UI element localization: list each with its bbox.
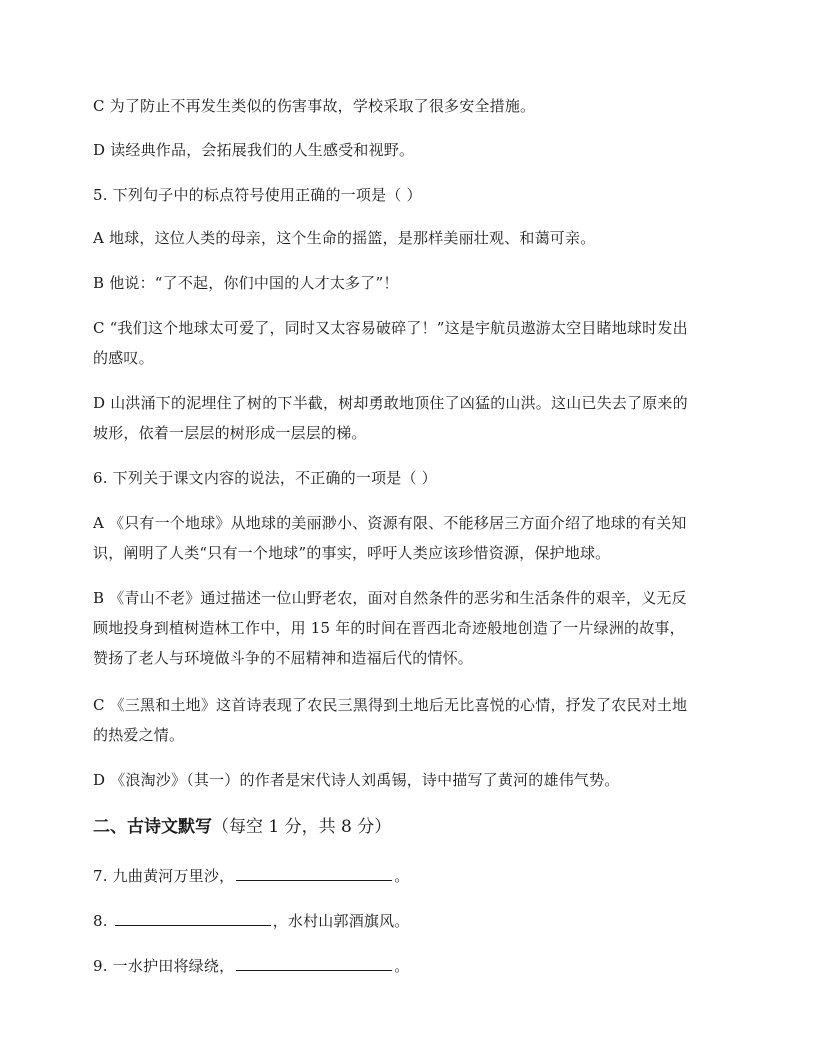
q6-option-a-line1: A 《只有一个地球》从地球的美丽渺小、资源有限、不能移居三方面介绍了地球的有关知 — [93, 514, 687, 532]
q9-text-after: 。 — [394, 957, 410, 975]
q6-option-b-line3: 赞扬了老人与环境做斗争的不屈精神和造福后代的情怀。 — [93, 649, 474, 667]
q8-answer-blank[interactable] — [115, 910, 271, 926]
q8-line — [93, 910, 410, 931]
q6-stem: 6. 下列关于课文内容的说法，不正确的一项是（ ） — [93, 469, 437, 487]
q5-option-c-line1: C “我们这个地球太可爱了，同时又太容易破碎了！”这是宇航员遨游太空目睹地球时发出 — [93, 319, 688, 337]
q7-text-after: 。 — [394, 867, 410, 885]
q7-answer-blank[interactable] — [236, 865, 392, 881]
q8-text-before: 8. — [93, 912, 113, 930]
q6-option-c-line2: 的热爱之情。 — [93, 726, 185, 744]
q6-option-c-line1: C 《三黑和土地》这首诗表现了农民三黑得到土地后无比喜悦的心情，抒发了农民对土地 — [93, 696, 688, 714]
q6-option-b-line2: 顾地投身到植树造林工作中，用 15 年的时间在晋西北奇迹般地创造了一片绿洲的故事， — [93, 619, 685, 637]
section-title: 二、古诗文默写 — [93, 817, 212, 837]
q6-option-d: D 《浪淘沙》（其一）的作者是宋代诗人刘禹锡，诗中描写了黄河的雄伟气势。 — [93, 771, 620, 789]
q9-answer-blank[interactable] — [236, 955, 392, 971]
q6-option-a-line2: 识，阐明了人类“只有一个地球”的事实，呼吁人类应该珍惜资源，保护地球。 — [93, 544, 611, 562]
section-heading — [93, 816, 391, 838]
q6-option-b-line1: B 《青山不老》通过描述一位山野老农，面对自然条件的恶劣和生活条件的艰辛，义无反 — [93, 589, 687, 607]
q5-option-c-line2: 的感叹。 — [93, 349, 154, 367]
q5-option-b: B 他说：“了不起，你们中国的人才太多了”！ — [93, 274, 399, 292]
q7-line — [93, 865, 409, 886]
q5-stem: 5. 下列句子中的标点符号使用正确的一项是（ ） — [93, 186, 422, 204]
q4-option-d: D 读经典作品，会拓展我们的人生感受和视野。 — [93, 141, 415, 159]
q7-text-before: 7. 九曲黄河万里沙， — [93, 867, 235, 885]
q4-option-c: C 为了防止不再发生类似的伤害事故，学校采取了很多安全措施。 — [93, 97, 536, 115]
section-score-note: （每空 1 分，共 8 分） — [212, 817, 392, 837]
q9-text-before: 9. 一水护田将绿绕， — [93, 957, 235, 975]
q8-text-after: ，水村山郭酒旗风。 — [272, 912, 410, 930]
q9-line — [93, 955, 409, 976]
q5-option-d-line2: 坡形，依着一层层的树形成一层层的梯。 — [93, 424, 367, 442]
q5-option-d-line1: D 山洪涌下的泥埋住了树的下半截，树却勇敢地顶住了凶猛的山洪。这山已失去了原来的 — [93, 394, 688, 412]
q5-option-a: A 地球，这位人类的母亲，这个生命的摇篮，是那样美丽壮观、和蔼可亲。 — [93, 229, 596, 247]
